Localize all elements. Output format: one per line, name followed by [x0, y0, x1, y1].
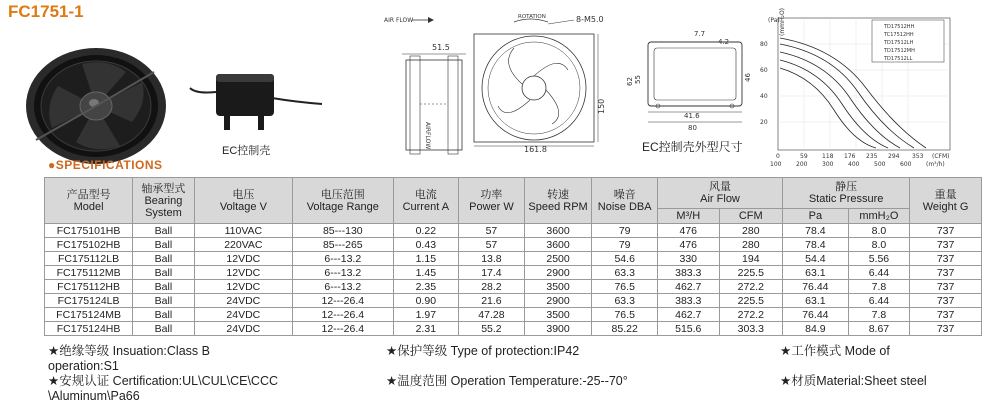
table-cell: 737 — [910, 238, 982, 252]
table-row — [45, 294, 982, 308]
table-row — [45, 280, 982, 294]
header-speed: 转速 Speed RPM — [524, 178, 592, 224]
screw-label: 8-M5.0 — [576, 15, 604, 24]
table-cell: 2900 — [524, 266, 592, 280]
table-cell: Ball — [133, 280, 195, 294]
header-bearing: 轴承型式 Bearing System — [133, 178, 195, 224]
table-cell: 57 — [459, 238, 525, 252]
table-cell: 462.7 — [658, 308, 720, 322]
table-cell: 8.67 — [848, 322, 910, 336]
x-tick-bottom: 600 — [900, 161, 912, 168]
specifications-table — [44, 177, 982, 336]
curve-4 — [780, 60, 888, 148]
x-unit-bottom: (m³/h) — [926, 161, 945, 168]
table-cell: Ball — [133, 308, 195, 322]
table-row — [45, 224, 982, 238]
x-tick-bottom: 500 — [874, 161, 886, 168]
x-tick-top: 353 — [912, 153, 924, 160]
table-cell: 24VDC — [194, 294, 292, 308]
ec-housing-drawing — [628, 22, 756, 138]
x-tick-bottom: 400 — [848, 161, 860, 168]
table-cell: Ball — [133, 322, 195, 336]
table-cell: 8.0 — [848, 224, 910, 238]
table-cell: 63.1 — [783, 294, 849, 308]
table-cell: 0.22 — [393, 224, 459, 238]
table-cell: 383.3 — [658, 266, 720, 280]
table-cell: 220VAC — [194, 238, 292, 252]
table-cell: 3500 — [524, 308, 592, 322]
table-cell: 280 — [719, 224, 783, 238]
ec-dim-e: 46 — [744, 73, 752, 82]
x-tick-top: 59 — [800, 153, 808, 160]
table-cell: 12---26.4 — [293, 308, 393, 322]
table-cell: 63.1 — [783, 266, 849, 280]
table-cell: 12VDC — [194, 252, 292, 266]
dim-height-label: 150 — [597, 98, 606, 114]
table-cell: 12---26.4 — [293, 322, 393, 336]
note-protection: ★保护等级 Type of protection:IP42 — [386, 344, 580, 358]
header-airflow: 风量 Air Flow — [658, 178, 783, 209]
table-cell: 225.5 — [719, 294, 783, 308]
table-cell: FC175112LB — [45, 252, 133, 266]
table-cell: 1.45 — [393, 266, 459, 280]
header-model: 产品型号 Model — [45, 178, 133, 224]
curve-5 — [780, 68, 876, 148]
table-cell: 5.56 — [848, 252, 910, 266]
table-cell: 6---13.2 — [293, 252, 393, 266]
table-cell: 3500 — [524, 280, 592, 294]
air-flow-label: AIR FLOW — [384, 17, 414, 24]
table-cell: Ball — [133, 224, 195, 238]
table-cell: 79 — [592, 238, 658, 252]
table-cell: 28.2 — [459, 280, 525, 294]
table-cell: 76.44 — [783, 308, 849, 322]
header-pressure-mmh2o: mmH₂O — [848, 209, 910, 224]
ec-housing-caption: EC控制壳 — [222, 145, 271, 157]
table-cell: 57 — [459, 224, 525, 238]
x-tick-bottom: 300 — [822, 161, 834, 168]
table-cell: Ball — [133, 238, 195, 252]
table-cell: 383.3 — [658, 294, 720, 308]
legend-item: TC17512HH — [884, 32, 914, 38]
table-cell: 54.6 — [592, 252, 658, 266]
table-cell: 462.7 — [658, 280, 720, 294]
table-cell: 13.8 — [459, 252, 525, 266]
x-tick-top: 0 — [776, 153, 780, 160]
table-cell: 1.97 — [393, 308, 459, 322]
legend-item: TD17512LH — [884, 40, 914, 46]
side-airflow-label: AIRFLOW — [424, 122, 431, 150]
header-weight: 重量 Weight G — [910, 178, 982, 224]
table-cell: 47.28 — [459, 308, 525, 322]
legend-item: TD17512LL — [884, 56, 913, 62]
legend-item: TD17512MH — [884, 48, 915, 54]
table-cell: 12VDC — [194, 280, 292, 294]
table-cell: 3900 — [524, 322, 592, 336]
table-cell: 476 — [658, 224, 720, 238]
fan-product-image — [22, 42, 172, 168]
ec-dim-c: 55 — [634, 75, 642, 84]
table-row — [45, 252, 982, 266]
legend-item: TD17512HH — [884, 24, 915, 30]
table-cell: 2.35 — [393, 280, 459, 294]
header-airflow-cfm: CFM — [719, 209, 783, 224]
header-airflow-m3h: M³/H — [658, 209, 720, 224]
table-cell: 2500 — [524, 252, 592, 266]
table-cell: 0.90 — [393, 294, 459, 308]
table-cell: 515.6 — [658, 322, 720, 336]
rotation-label: ROTATION — [518, 14, 546, 20]
ec-control-housing-image — [186, 58, 326, 148]
table-cell: 79 — [592, 224, 658, 238]
table-cell: 6---13.2 — [293, 280, 393, 294]
table-row — [45, 322, 982, 336]
fan-front-drawing — [468, 10, 620, 160]
table-cell: FC175112MB — [45, 266, 133, 280]
table-cell: 55.2 — [459, 322, 525, 336]
table-cell: 63.3 — [592, 266, 658, 280]
table-cell: 737 — [910, 224, 982, 238]
table-cell: Ball — [133, 294, 195, 308]
table-cell: 3600 — [524, 238, 592, 252]
header-current: 电流 Current A — [393, 178, 459, 224]
note-insulation: ★绝缘等级 Insuation:Class B — [48, 344, 210, 358]
table-cell: 76.5 — [592, 308, 658, 322]
ec-dim-f: 41.6 — [684, 112, 700, 120]
table-cell: 7.8 — [848, 280, 910, 294]
table-cell: 21.6 — [459, 294, 525, 308]
bullet-dot-icon: ● — [48, 158, 56, 172]
table-cell: 63.3 — [592, 294, 658, 308]
note-material: ★材质Material:Sheet steel — [780, 374, 927, 388]
table-cell: 17.4 — [459, 266, 525, 280]
table-cell: 737 — [910, 266, 982, 280]
product-title: FC1751-1 — [8, 2, 84, 21]
note-insulation-cont: operation:S1 — [48, 359, 119, 373]
table-cell: 280 — [719, 238, 783, 252]
header-power: 功率 Power W — [459, 178, 525, 224]
y-tick-label: 60 — [760, 67, 768, 74]
table-cell: FC175124HB — [45, 322, 133, 336]
x-unit-top: (CFM) — [932, 153, 950, 160]
header-static-pressure: 静压 Static Pressure — [783, 178, 910, 209]
table-cell: 85---265 — [293, 238, 393, 252]
table-cell: FC175124MB — [45, 308, 133, 322]
y-tick-label: 80 — [760, 41, 768, 48]
table-cell: 7.8 — [848, 308, 910, 322]
table-cell: 24VDC — [194, 308, 292, 322]
table-cell: 476 — [658, 238, 720, 252]
header-voltage: 电压 Voltage V — [194, 178, 292, 224]
table-cell: 2.31 — [393, 322, 459, 336]
table-cell: 84.9 — [783, 322, 849, 336]
table-cell: 225.5 — [719, 266, 783, 280]
x-tick-top: 118 — [822, 153, 834, 160]
table-cell: 0.43 — [393, 238, 459, 252]
x-tick-top: 294 — [888, 153, 900, 160]
table-cell: 737 — [910, 308, 982, 322]
performance-curve-chart — [756, 8, 996, 168]
ec-dim-d: 62 — [626, 77, 634, 86]
table-cell: 1.15 — [393, 252, 459, 266]
header-pressure-pa: Pa — [783, 209, 849, 224]
table-cell: 737 — [910, 322, 982, 336]
table-cell: FC175101HB — [45, 224, 133, 238]
table-cell: 85---130 — [293, 224, 393, 238]
note-mode: ★工作模式 Mode of — [780, 344, 890, 358]
x-tick-bottom: 200 — [796, 161, 808, 168]
table-cell: 12VDC — [194, 266, 292, 280]
ec-dim-g: 80 — [688, 124, 697, 132]
table-cell: 76.5 — [592, 280, 658, 294]
table-cell: 54.4 — [783, 252, 849, 266]
table-cell: 78.4 — [783, 224, 849, 238]
y-unit-right: (mmH₂O) — [779, 7, 786, 36]
table-cell: 3600 — [524, 224, 592, 238]
x-tick-top: 176 — [844, 153, 856, 160]
table-cell: 110VAC — [194, 224, 292, 238]
dim-diagonal-label: 161.8 — [524, 145, 547, 154]
table-cell: 6.44 — [848, 294, 910, 308]
table-cell: 85.22 — [592, 322, 658, 336]
y-unit-left: (Pa) — [768, 17, 780, 24]
table-cell: 6---13.2 — [293, 266, 393, 280]
ec-dim-a: 7.7 — [694, 30, 706, 38]
table-cell: 330 — [658, 252, 720, 266]
x-tick-bottom: 100 — [770, 161, 782, 168]
dim-width-label: 51.5 — [432, 43, 450, 52]
table-cell: FC175102HB — [45, 238, 133, 252]
table-row — [45, 308, 982, 322]
specifications-heading: ●SPECIFICATIONS — [48, 158, 163, 172]
y-tick-label: 40 — [760, 93, 768, 100]
table-cell: 8.0 — [848, 238, 910, 252]
table-cell: 303.3 — [719, 322, 783, 336]
ec-dim-b: 4.2 — [718, 38, 730, 46]
table-cell: 24VDC — [194, 322, 292, 336]
note-temperature: ★温度范围 Operation Temperature:-25--70° — [386, 374, 628, 388]
header-voltage-range: 电压范围 Voltage Range — [293, 178, 393, 224]
header-noise: 噪音 Noise DBA — [592, 178, 658, 224]
table-cell: 78.4 — [783, 238, 849, 252]
table-cell: 6.44 — [848, 266, 910, 280]
table-cell: Ball — [133, 266, 195, 280]
table-cell: 272.2 — [719, 280, 783, 294]
ec-dimension-caption: EC控制壳外型尺寸 — [642, 140, 743, 154]
table-cell: 737 — [910, 294, 982, 308]
table-row — [45, 266, 982, 280]
table-cell: Ball — [133, 252, 195, 266]
note-certification-cont: \Aluminum\Pa66 — [48, 389, 140, 403]
x-tick-top: 235 — [866, 153, 878, 160]
table-row — [45, 238, 982, 252]
table-cell: 2900 — [524, 294, 592, 308]
table-cell: 272.2 — [719, 308, 783, 322]
table-cell: FC175124LB — [45, 294, 133, 308]
y-tick-label: 20 — [760, 119, 768, 126]
table-cell: 194 — [719, 252, 783, 266]
table-cell: FC175112HB — [45, 280, 133, 294]
table-cell: 12---26.4 — [293, 294, 393, 308]
table-cell: 737 — [910, 280, 982, 294]
table-cell: 76.44 — [783, 280, 849, 294]
note-certification: ★安规认证 Certification:UL\CUL\CE\CCC — [48, 374, 278, 388]
table-cell: 737 — [910, 252, 982, 266]
